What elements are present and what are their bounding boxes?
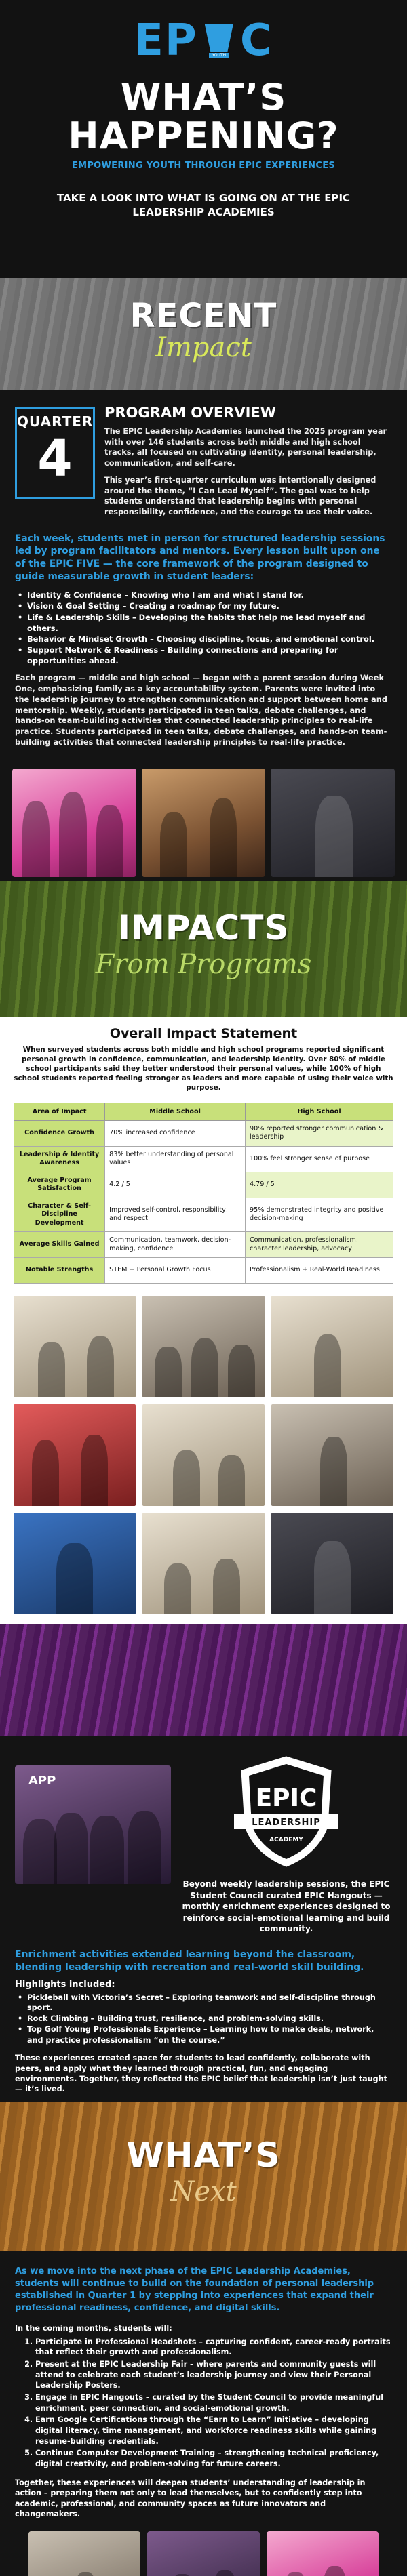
table-header: Middle School <box>105 1103 246 1120</box>
impact-lead: When surveyed students across both middle and high school programs reported significant personal growth in confidence, communication, and leadership identity. Over 80% of middle school participants said they better understood their personal values, while 100% of high school students reported feeling stronger as leaders and more capable of using their voice with purpose. <box>14 1045 393 1092</box>
next-steps-list <box>15 2337 392 2470</box>
impact-photo-grid <box>0 1296 407 1624</box>
photo-group-outdoor <box>28 2531 140 2576</box>
photo-row-overview <box>0 759 407 881</box>
table-row <box>14 1198 393 1231</box>
highlights-label: Highlights included: <box>15 1979 115 1990</box>
hero-title-line2: HAPPENING? <box>68 114 339 157</box>
table-cell-high: 95% demonstrated integrity and positive decision-making <box>245 1198 393 1231</box>
overview-heading: PROGRAM OVERVIEW <box>104 405 276 421</box>
whats-next-section <box>0 2251 407 2576</box>
epic-five-list <box>15 590 392 666</box>
photo-sign-text: APP <box>28 1774 56 1788</box>
recent-banner-script: Impact <box>155 332 252 363</box>
impacts-banner-script: From Programs <box>95 948 312 980</box>
next-banner-title: WHAT’S <box>126 2135 281 2175</box>
hero-tagline: EMPOWERING YOUTH THROUGH EPIC EXPERIENCES <box>71 161 336 171</box>
next-intro: In the coming months, students will: <box>15 2323 172 2333</box>
impact-table <box>14 1103 393 1284</box>
enrichment-lead: Enrichment activities extended learning beyond the classroom, blending leadership with recreation and real-world skill building. <box>15 1948 364 1973</box>
student-council-section <box>0 1736 407 2102</box>
council-closing: These experiences created space for students to lead confidently, collaborate with peers, and apply what they learned through practical, fun, and engaging environments. Together, they reflected the EPIC belief that leadership isn’t just taught — it’s lived. <box>15 2053 387 2094</box>
table-row <box>14 1172 393 1198</box>
table-row <box>14 1258 393 1284</box>
recent-impact-banner <box>0 278 407 390</box>
photo-student-council <box>15 1765 171 1884</box>
impact-statement-section <box>0 1017 407 1296</box>
recent-banner-title: RECENT <box>130 297 277 335</box>
table-cell-high: Communication, professionalism, character leadership, advocacy <box>245 1232 393 1258</box>
list-item: 5. Continue Computer Development Training – strengthening technical proficiency, digital creativity, and problem-solving for future careers. <box>35 2448 392 2469</box>
logo-text-right: C <box>239 16 273 66</box>
table-cell-middle: Communication, teamwork, decision-making, confidence <box>105 1232 246 1258</box>
photo-student-portrait <box>271 1513 393 1614</box>
table-cell-high: 4.79 / 5 <box>245 1172 393 1198</box>
list-item: 4. Earn Google Certifications through the “Earn to Learn” Initiative – developing digital literacy, time management, and workforce readiness skills while gaining resume-building credentials. <box>35 2415 392 2447</box>
whats-next-banner <box>0 2102 407 2251</box>
list-item: • Rock Climbing – Building trust, resilience, and problem-solving skills. <box>18 2013 392 2024</box>
council-text: Beyond weekly leadership sessions, the EPIC Student Council curated EPIC Hangouts — monthly enrichment experiences designed to reinforce social-emotional learning and build community. <box>182 1879 391 1934</box>
photo-student-smiling <box>271 769 395 877</box>
epic-logo <box>134 16 273 66</box>
next-closing: Together, these experiences will deepen students’ understanding of leadership in action – preparing them not only to lead themselves, but to confidently step into academic, professional, and community spaces as future innovators and changemakers. <box>15 2478 366 2519</box>
list-item: • Identity & Confidence – Knowing who I am and what I stand for. <box>18 590 392 600</box>
hero-section <box>0 0 407 278</box>
list-item: • Vision & Goal Setting – Creating a roadmap for my future. <box>18 600 392 611</box>
next-lead: As we move into the next phase of the EPIC Leadership Academies, students will continue to build on the foundation of personal leadership established in Quarter 1 by stepping into experiences that expand their professional readiness, confidence, and digital skills. <box>15 2266 374 2313</box>
table-cell-area: Character & Self-Discipline Development <box>14 1198 105 1231</box>
shield-icon <box>229 1752 344 1870</box>
purple-divider-banner <box>0 1624 407 1736</box>
shield-ribbon-text: LEADERSHIP <box>252 1818 321 1828</box>
table-cell-middle: Improved self-control, responsibility, and respect <box>105 1198 246 1231</box>
photo-group-activity <box>142 1296 265 1397</box>
table-cell-area: Confidence Growth <box>14 1120 105 1146</box>
impacts-banner <box>0 881 407 1017</box>
list-item: 3. Engage in EPIC Hangouts – curated by the Student Council to provide meaningful enrichment, peer connection, and social-emotional growth. <box>35 2392 392 2413</box>
overview-paragraph-2: This year’s first-quarter curriculum was intentionally designed around the theme, “I Can Lead Myself”. The goal was to help students understand that leadership begins with personal responsibility, confidence, and the courage to use their voice. <box>104 476 376 517</box>
trophy-icon <box>202 20 236 61</box>
table-header: High School <box>245 1103 393 1120</box>
hero-title <box>0 76 407 157</box>
photo-students-activity <box>142 769 266 877</box>
impacts-banner-title: IMPACTS <box>117 907 290 947</box>
photo-classroom-2 <box>271 1296 393 1397</box>
logo-text-left: EP <box>134 16 198 66</box>
photo-classroom-1 <box>14 1296 136 1397</box>
table-cell-middle: 83% better understanding of personal values <box>105 1146 246 1172</box>
photo-students-red <box>14 1404 136 1506</box>
table-cell-high: 90% reported stronger communication & leadership <box>245 1120 393 1146</box>
hero-subtitle: TAKE A LOOK INTO WHAT IS GOING ON AT THE EPIC LEADERSHIP ACADEMIES <box>56 192 351 218</box>
quarter-number: 4 <box>37 430 73 488</box>
table-row <box>14 1120 393 1146</box>
photo-celebration <box>267 2531 379 2576</box>
shield-sub-text: ACADEMY <box>269 1837 303 1843</box>
table-row <box>14 1146 393 1172</box>
list-item: 2. Present at the EPIC Leadership Fair – where parents and community guests will attend to celebrate each student’s leadership journey and view their Personal Leadership Posters. <box>35 2359 392 2391</box>
list-item: • Behavior & Mindset Growth – Choosing discipline, focus, and emotional control. <box>18 634 392 645</box>
table-cell-area: Leadership & Identity Awareness <box>14 1146 105 1172</box>
list-item: • Life & Leadership Skills – Developing the habits that help me lead myself and others. <box>18 612 392 634</box>
shield-epic-text: EPIC <box>255 1784 317 1812</box>
table-cell-high: 100% feel stronger sense of purpose <box>245 1146 393 1172</box>
table-row <box>14 1232 393 1258</box>
photo-event-stage <box>147 2531 259 2576</box>
logo-mark-label: YOUTH <box>209 53 229 58</box>
photo-students-pink-backdrop <box>12 769 136 877</box>
table-cell-high: Professionalism + Real-World Readiness <box>245 1258 393 1284</box>
next-banner-script: Next <box>170 2175 237 2207</box>
quarter-badge <box>15 407 95 499</box>
impact-heading: Overall Impact Statement <box>109 1025 298 1041</box>
list-item: 1. Participate in Professional Headshots – capturing confident, career-ready portraits that reflect their growth and professionalism. <box>35 2337 392 2358</box>
table-header: Area of Impact <box>14 1103 105 1120</box>
photo-classroom-3 <box>142 1404 265 1506</box>
photo-presentation <box>271 1404 393 1506</box>
highlights-list <box>15 1992 392 2047</box>
table-cell-middle: STEM + Personal Growth Focus <box>105 1258 246 1284</box>
overview-paragraph-1: The EPIC Leadership Academies launched the 2025 program year with over 146 students across both middle and high school tracks, all focused on cultivating identity, personal leadership, communication, and self-care. <box>104 427 387 468</box>
list-item: • Support Network & Readiness – Building connections and preparing for opportunities ahead. <box>18 645 392 666</box>
photo-student-blue <box>14 1513 136 1614</box>
list-item: • Pickleball with Victoria’s Secret – Exploring teamwork and self-discipline through sport. <box>18 1992 392 2014</box>
table-cell-middle: 4.2 / 5 <box>105 1172 246 1198</box>
program-overview-section <box>0 390 407 759</box>
photo-computer-lab <box>142 1513 265 1614</box>
quarter-label: QUARTER <box>17 413 94 430</box>
next-photo-row <box>15 2519 392 2576</box>
list-item: • Top Golf Young Professionals Experience – Learning how to make deals, network, and practice professionalism “on the course.” <box>18 2024 392 2046</box>
table-cell-area: Average Program Satisfaction <box>14 1172 105 1198</box>
parent-session-paragraph: Each program — middle and high school — began with a parent session during Week One, emphasizing family as a key accountability system. Parents were invited into the leadership journey to strengthen communication and support between home and mentorship. Weekly, students participated in teen talks, debate challenges, and hands-on team-building activities that connected leadership principles to real-life practice. Students participated in teen talks, debate challenges, and hands-on team-building activities that connected leadership principles to real-life practice. <box>15 673 387 747</box>
weekly-sessions-lead: Each week, students met in person for structured leadership sessions led by program facilitators and mentors. Every lesson built upon one of the EPIC FIVE — the core framework of the program designed to guide measurable growth in student leaders: <box>15 533 385 582</box>
hero-title-line1: WHAT’S <box>120 76 287 119</box>
table-cell-area: Average Skills Gained <box>14 1232 105 1258</box>
table-cell-middle: 70% increased confidence <box>105 1120 246 1146</box>
table-cell-area: Notable Strengths <box>14 1258 105 1284</box>
